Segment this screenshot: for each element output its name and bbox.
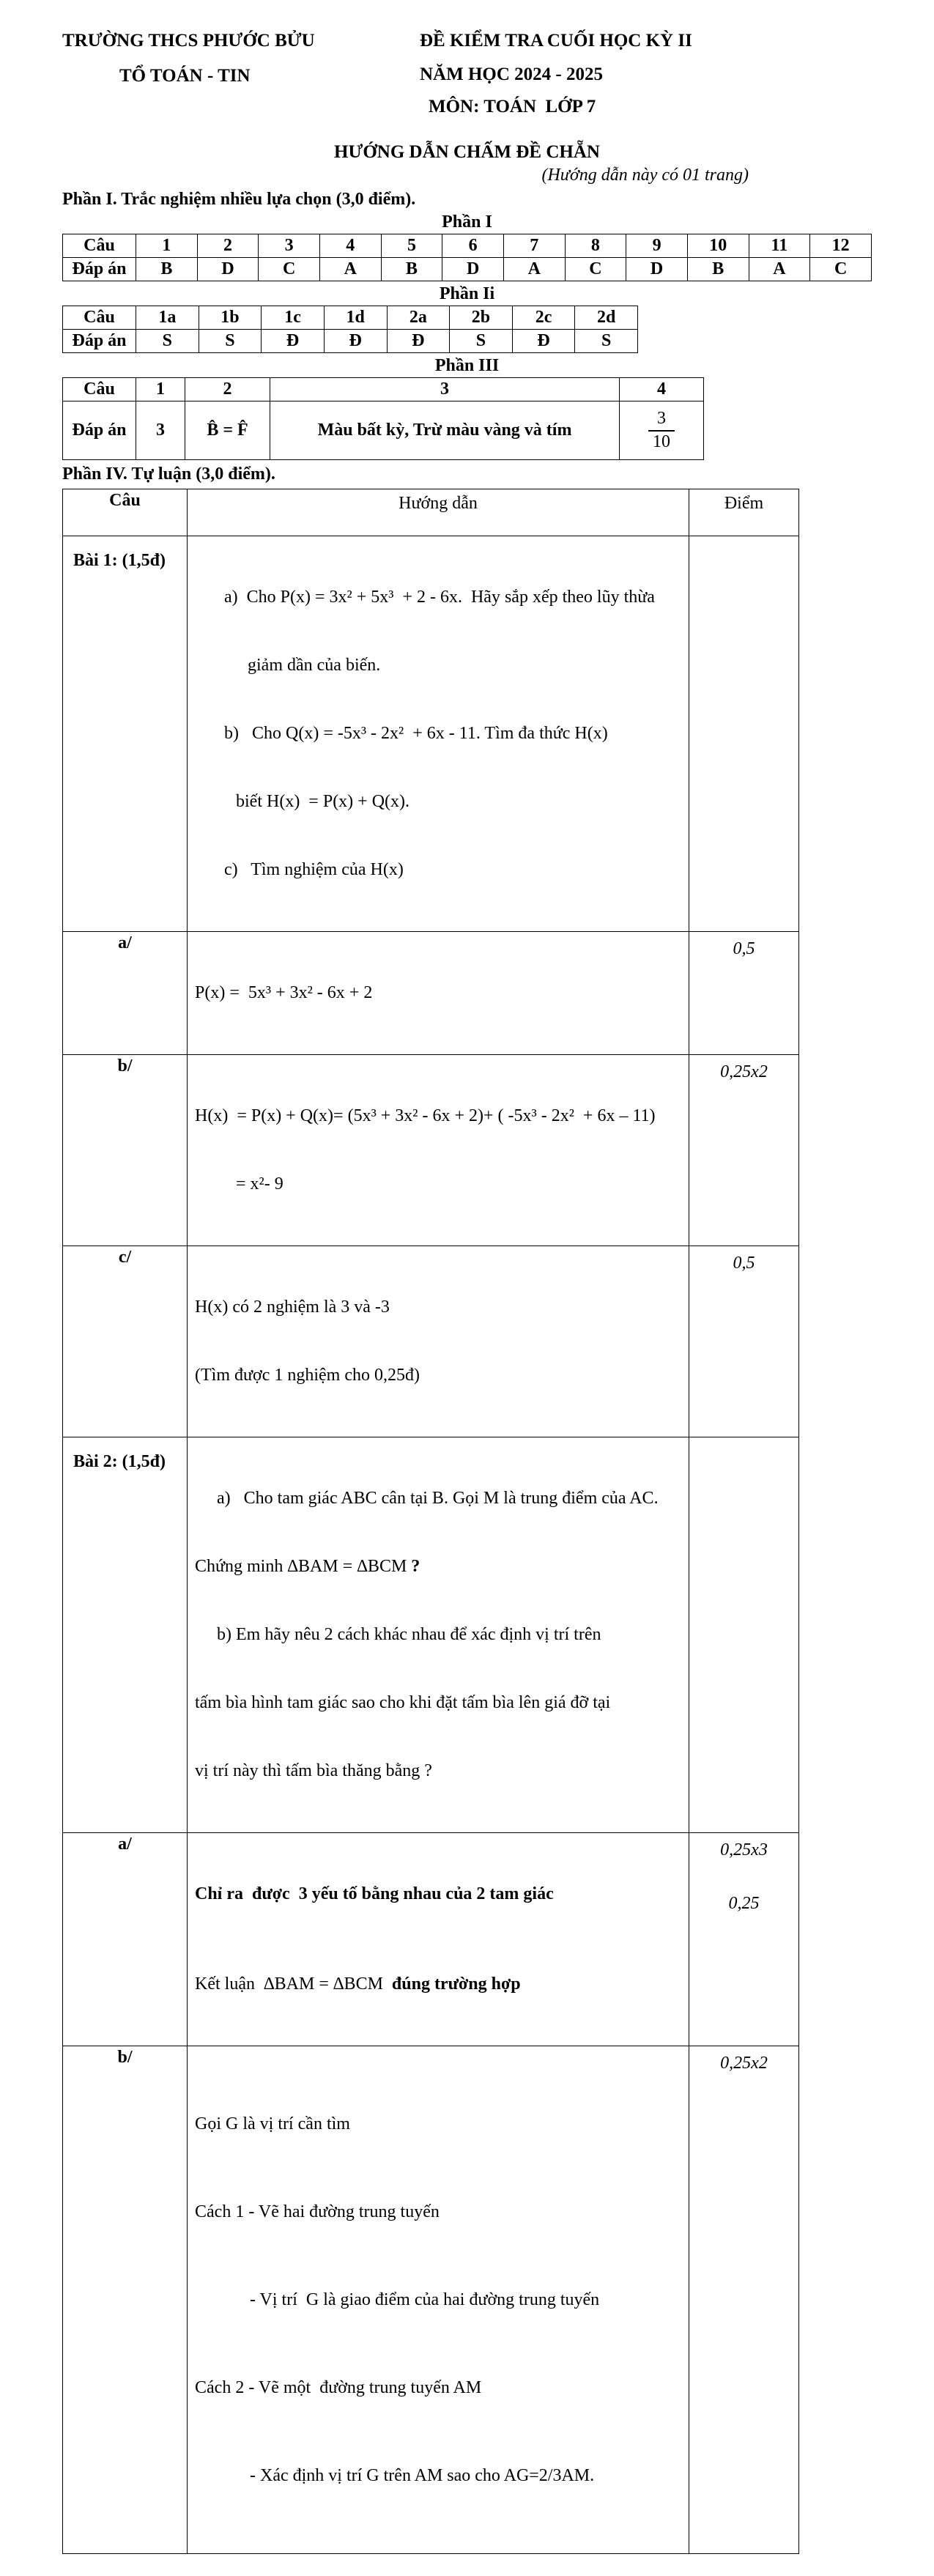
- page-title: HƯỚNG DẪN CHẤM ĐỀ CHẴN: [334, 142, 600, 162]
- row-label-cau: Câu: [63, 378, 136, 401]
- score-cell: 0,25x2: [689, 2046, 799, 2554]
- part2-table-caption: Phần Ii: [439, 284, 495, 303]
- row-label-a: a/: [63, 932, 188, 1055]
- row-label-cau: Câu: [63, 234, 136, 258]
- part3-question-row: [63, 378, 704, 401]
- header-left-block: [62, 31, 420, 86]
- answer-cell: 3: [136, 401, 185, 460]
- school-year: NĂM HỌC 2024 - 2025: [420, 64, 603, 84]
- question-line: c) Tìm nghiệm của H(x): [224, 860, 404, 879]
- row-label-bai1: Bài 1: (1,5đ): [63, 536, 188, 932]
- question-number: 2a: [387, 306, 450, 330]
- rubric-row-bai1c: [63, 1246, 799, 1437]
- row-label-b: b/: [63, 1055, 188, 1246]
- answer-cell: S: [575, 330, 638, 353]
- question-number: 2: [185, 378, 270, 401]
- answer-cell: S: [450, 330, 513, 353]
- part4-heading: Phần IV. Tự luận (3,0 điểm).: [62, 465, 275, 484]
- answer-cell: A: [503, 258, 565, 281]
- answer-cell: B: [381, 258, 442, 281]
- part4-rubric-table: [62, 489, 799, 2554]
- part2-answer-row: [63, 330, 638, 353]
- solution-line: H(x) = P(x) + Q(x)= (5x³ + 3x² - 6x + 2)+ ( -5x³ - 2x² + 6x – 11): [195, 1106, 656, 1125]
- bai2a-solution-cell: [188, 1833, 689, 2046]
- solution-line: - Vị trí G là giao điểm của hai đường trung tuyến: [250, 2290, 600, 2309]
- answer-cell: A: [749, 258, 810, 281]
- answer-cell: B: [136, 258, 198, 281]
- question-number: 3: [259, 234, 320, 258]
- question-number: 3: [270, 378, 620, 401]
- row-label-cau: Câu: [63, 306, 136, 330]
- part3-answer-row: [63, 401, 704, 460]
- question-number: 1a: [136, 306, 199, 330]
- question-number: 5: [381, 234, 442, 258]
- question-number: 2: [197, 234, 259, 258]
- question-line: a) Cho tam giác ABC cân tại B. Gọi M là trung điểm của AC.: [217, 1489, 659, 1508]
- header-right-block: [420, 31, 692, 117]
- rubric-row-bai2: [63, 1437, 799, 1833]
- solution-line: H(x) có 2 nghiệm là 3 và -3: [195, 1298, 390, 1317]
- score-line: 0,25x3: [720, 1840, 768, 1859]
- rubric-header-row: [63, 489, 799, 536]
- question-number: 9: [626, 234, 688, 258]
- answer-cell: A: [319, 258, 381, 281]
- question-number: 10: [687, 234, 749, 258]
- question-number: 12: [810, 234, 872, 258]
- answer-cell-fraction: [620, 401, 704, 460]
- document-header: [62, 31, 872, 117]
- part1-answer-table: [62, 234, 872, 281]
- score-cell: 0,5: [689, 1246, 799, 1437]
- answer-cell-text: Màu bất kỳ, Trừ màu vàng và tím: [270, 401, 620, 460]
- question-number: 11: [749, 234, 810, 258]
- fraction: [644, 409, 679, 452]
- solution-line: Cách 2 - Vẽ một đường trung tuyến AM: [195, 2378, 482, 2397]
- answer-cell: D: [626, 258, 688, 281]
- question-number: 1b: [199, 306, 262, 330]
- answer-cell: Đ: [387, 330, 450, 353]
- answer-cell: B: [687, 258, 749, 281]
- score-cell: [689, 1833, 799, 2046]
- score-cell-empty: [689, 536, 799, 932]
- score-cell-empty: [689, 1437, 799, 1833]
- part1-answer-row: [63, 258, 872, 281]
- fraction-numerator: 3: [648, 409, 675, 432]
- answer-cell: D: [442, 258, 504, 281]
- answer-cell: Đ: [262, 330, 325, 353]
- answer-cell: S: [136, 330, 199, 353]
- rubric-row-bai1a: [63, 932, 799, 1055]
- department-name: TỔ TOÁN - TIN: [119, 66, 251, 86]
- solution-line: Cách 1 - Vẽ hai đường trung tuyến: [195, 2202, 440, 2221]
- col-header-huongdan: Hướng dẫn: [188, 489, 689, 536]
- solution-text: Kết luận ∆BAM = ∆BCM: [195, 1974, 392, 1994]
- row-label-bai2: Bài 2: (1,5đ): [63, 1437, 188, 1833]
- solution-line-bold: Chỉ ra được 3 yếu tố bằng nhau của 2 tam giác: [195, 1884, 554, 1903]
- answer-cell: C: [810, 258, 872, 281]
- row-label-dapan: Đáp án: [63, 401, 136, 460]
- question-line: b) Cho Q(x) = -5x³ - 2x² + 6x - 11. Tìm đa thức H(x): [224, 724, 608, 743]
- part1-question-row: [63, 234, 872, 258]
- rubric-row-bai1: [63, 536, 799, 932]
- row-label-dapan: Đáp án: [63, 330, 136, 353]
- bai1b-solution-cell: [188, 1055, 689, 1246]
- question-number: 8: [565, 234, 626, 258]
- question-number: 2c: [512, 306, 575, 330]
- part2-question-row: [63, 306, 638, 330]
- score-cell: 0,25x2: [689, 1055, 799, 1246]
- question-line: vị trí này thì tấm bìa thăng bằng ?: [195, 1761, 432, 1780]
- solution-text-bold: đúng trường hợp: [391, 1974, 521, 1994]
- answer-cell: Đ: [512, 330, 575, 353]
- question-line: a) Cho P(x) = 3x² + 5x³ + 2 - 6x. Hãy sắp xếp theo lũy thừa: [224, 588, 655, 607]
- row-label-a: a/: [63, 1833, 188, 2046]
- question-number: 1d: [324, 306, 387, 330]
- solution-line: - Xác định vị trí G trên AM sao cho AG=2/3AM.: [250, 2466, 595, 2485]
- answer-cell: S: [199, 330, 262, 353]
- fraction-denominator: 10: [653, 432, 670, 451]
- row-label-c: c/: [63, 1246, 188, 1437]
- question-number: 2b: [450, 306, 513, 330]
- solution-line: P(x) = 5x³ + 3x² - 6x + 2: [195, 983, 373, 1002]
- part3-table-caption: Phần III: [434, 356, 500, 375]
- score-line: 0,25: [728, 1894, 760, 1913]
- bai2b-solution-cell: [188, 2046, 689, 2554]
- col-header-cau: Câu: [63, 489, 188, 536]
- bai1c-solution-cell: [188, 1246, 689, 1437]
- part1-heading: Phần I. Trắc nghiệm nhiều lựa chọn (3,0 điểm).: [62, 190, 416, 209]
- rubric-row-bai1b: [63, 1055, 799, 1246]
- question-text: Chứng minh ∆BAM = ∆BCM: [195, 1557, 412, 1576]
- bai1a-solution-cell: [188, 932, 689, 1055]
- solution-line: = x²- 9: [236, 1174, 283, 1193]
- answer-cell-equation: B̂ = F̂: [185, 401, 270, 460]
- solution-line: Gọi G là vị trí cần tìm: [195, 2114, 350, 2133]
- question-number: 1: [136, 234, 198, 258]
- answer-cell: Đ: [324, 330, 387, 353]
- part1-table-caption: Phần I: [442, 212, 492, 232]
- question-number: 6: [442, 234, 504, 258]
- question-number: 2d: [575, 306, 638, 330]
- rubric-row-bai2b: [63, 2046, 799, 2554]
- row-label-dapan: Đáp án: [63, 258, 136, 281]
- subject-line: MÔN: TOÁN LỚP 7: [429, 97, 596, 116]
- page-note: (Hướng dẫn này có 01 trang): [541, 166, 749, 185]
- bai2-question-cell: [188, 1437, 689, 1833]
- question-line: tấm bìa hình tam giác sao cho khi đặt tấm bìa lên giá đỡ tại: [195, 1693, 611, 1712]
- question-text-bold: ?: [411, 1557, 420, 1576]
- question-line: [195, 1555, 681, 1578]
- exam-title: ĐỀ KIỂM TRA CUỐI HỌC KỲ II: [420, 31, 692, 51]
- answer-cell: C: [565, 258, 626, 281]
- col-header-diem: Điểm: [689, 489, 799, 536]
- question-line: biết H(x) = P(x) + Q(x).: [236, 792, 410, 811]
- question-line: giảm dần của biến.: [248, 656, 381, 675]
- school-name: TRƯỜNG THCS PHƯỚC BỬU: [62, 31, 315, 51]
- part2-answer-table: [62, 306, 638, 353]
- rubric-row-bai2a: [63, 1833, 799, 2046]
- question-number: 1c: [262, 306, 325, 330]
- bai1-question-cell: [188, 536, 689, 932]
- solution-line: (Tìm được 1 nghiệm cho 0,25đ): [195, 1366, 420, 1385]
- question-line: b) Em hãy nêu 2 cách khác nhau để xác định vị trí trên: [217, 1625, 601, 1644]
- solution-line: [195, 1973, 681, 1996]
- part3-answer-table: [62, 377, 704, 460]
- question-number: 4: [319, 234, 381, 258]
- answer-cell: C: [259, 258, 320, 281]
- answer-cell: D: [197, 258, 259, 281]
- score-cell: 0,5: [689, 932, 799, 1055]
- question-number: 7: [503, 234, 565, 258]
- question-number: 4: [620, 378, 704, 401]
- question-number: 1: [136, 378, 185, 401]
- row-label-b: b/: [63, 2046, 188, 2554]
